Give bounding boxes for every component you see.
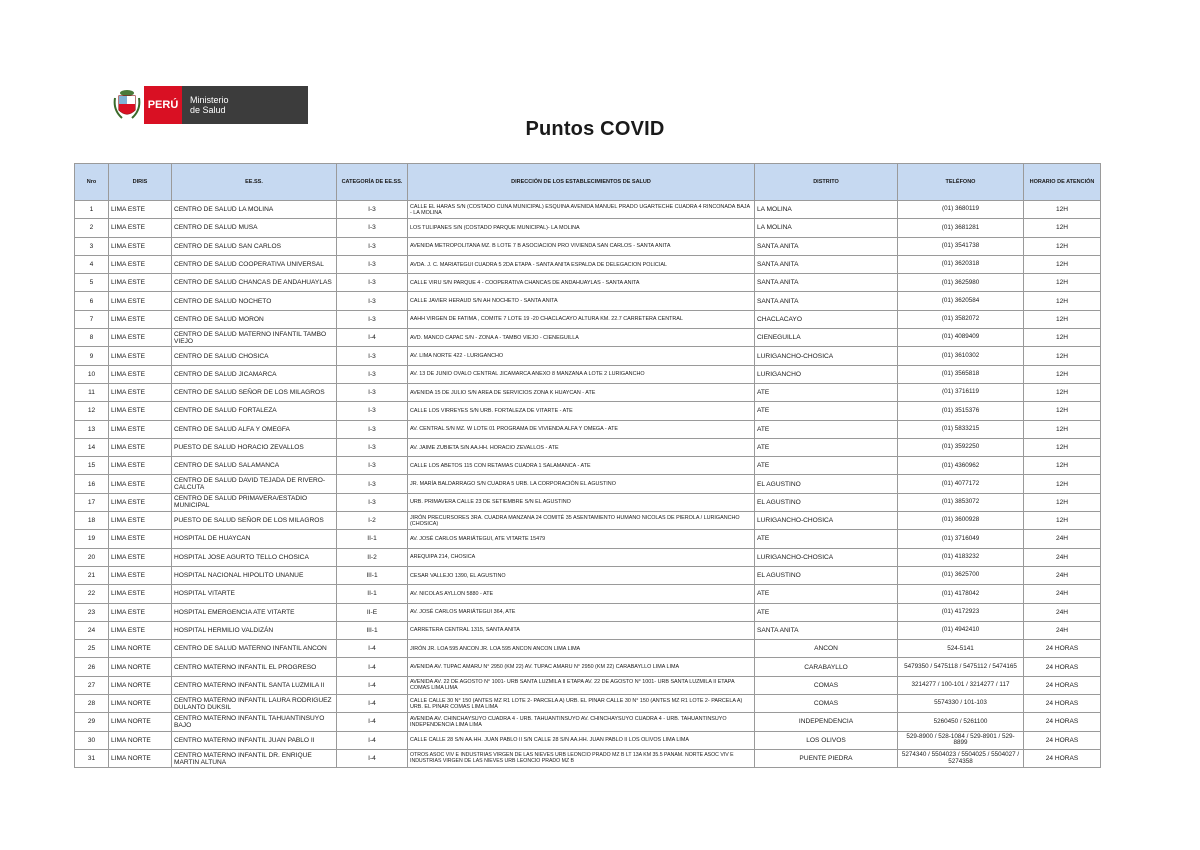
cell-horario: 24H xyxy=(1024,566,1101,584)
cell-eess: CENTRO DE SALUD COOPERATIVA UNIVERSAL xyxy=(172,255,337,273)
cell-distrito: COMAS xyxy=(755,676,898,694)
cell-categoria: II-1 xyxy=(337,530,408,548)
cell-distrito: CARABAYLLO xyxy=(755,658,898,676)
cell-diris: LIMA ESTE xyxy=(109,548,172,566)
cell-telefono: (01) 3680119 xyxy=(898,201,1024,219)
cell-categoria: II-1 xyxy=(337,585,408,603)
cell-distrito: ATE xyxy=(755,383,898,401)
cell-eess: CENTRO MATERNO INFANTIL LAURA RODRIGUEZ DULANTO DUKSIL xyxy=(172,695,337,713)
cell-direccion: JR. MARÍA BALDARRAGO S/N CUADRA 5 URB. LA CORPORACIÓN EL AGUSTINO xyxy=(408,475,755,493)
cell-telefono: 524-5141 xyxy=(898,640,1024,658)
cell-categoria: I-3 xyxy=(337,383,408,401)
cell-distrito: CIENEGUILLA xyxy=(755,329,898,347)
covid-points-table xyxy=(74,163,1101,768)
cell-diris: LIMA ESTE xyxy=(109,274,172,292)
cell-horario: 24H xyxy=(1024,585,1101,603)
cell-telefono: (01) 4178042 xyxy=(898,585,1024,603)
cell-nro: 26 xyxy=(75,658,109,676)
cell-diris: LIMA ESTE xyxy=(109,566,172,584)
table-row xyxy=(75,731,1101,749)
cell-eess: CENTRO DE SALUD FORTALEZA xyxy=(172,402,337,420)
cell-nro: 24 xyxy=(75,621,109,639)
cell-horario: 12H xyxy=(1024,274,1101,292)
cell-diris: LIMA ESTE xyxy=(109,420,172,438)
cell-direccion: AV. JOSÉ CARLOS MARIÁTEGUI, ATE VITARTE 15479 xyxy=(408,530,755,548)
table-header-row xyxy=(75,164,1101,201)
cell-horario: 12H xyxy=(1024,347,1101,365)
cell-direccion: CALLE VIRU S/N PARQUE 4 - COOPERATIVA CHANCAS DE ANDAHUAYLAS - SANTA ANITA xyxy=(408,274,755,292)
cell-eess: CENTRO DE SALUD JICAMARCA xyxy=(172,365,337,383)
cell-telefono: 3214277 / 100-101 / 3214277 / 117 xyxy=(898,676,1024,694)
cell-horario: 12H xyxy=(1024,219,1101,237)
cell-eess: CENTRO DE SALUD SALAMANCA xyxy=(172,457,337,475)
cell-diris: LIMA ESTE xyxy=(109,530,172,548)
cell-categoria: I-4 xyxy=(337,749,408,767)
table-row xyxy=(75,457,1101,475)
cell-horario: 12H xyxy=(1024,292,1101,310)
cell-distrito: ATE xyxy=(755,438,898,456)
cell-diris: LIMA ESTE xyxy=(109,365,172,383)
cell-direccion: AVDA. J. C. MARIATEGUI CUADRA 5 2DA ETAPA - SANTA ANITA ESPALDA DE DELEGACION POLICIAL xyxy=(408,255,755,273)
cell-telefono: (01) 5833215 xyxy=(898,420,1024,438)
table-row xyxy=(75,292,1101,310)
cell-distrito: ANCON xyxy=(755,640,898,658)
cell-distrito: ATE xyxy=(755,585,898,603)
cell-categoria: I-3 xyxy=(337,237,408,255)
cell-categoria: I-3 xyxy=(337,255,408,273)
cell-diris: LIMA ESTE xyxy=(109,475,172,493)
cell-horario: 12H xyxy=(1024,383,1101,401)
table-row xyxy=(75,219,1101,237)
cell-diris: LIMA NORTE xyxy=(109,640,172,658)
table-row xyxy=(75,402,1101,420)
cell-nro: 1 xyxy=(75,201,109,219)
cell-horario: 24 HORAS xyxy=(1024,658,1101,676)
cell-telefono: (01) 4077172 xyxy=(898,475,1024,493)
table-row xyxy=(75,237,1101,255)
cell-nro: 30 xyxy=(75,731,109,749)
cell-categoria: I-3 xyxy=(337,219,408,237)
cell-horario: 24 HORAS xyxy=(1024,713,1101,731)
cell-direccion: OTROS ASOC VIV E INDUSTRIAS VIRGEN DE LAS NIEVES URB LEONCIO PRADO MZ B LT 13A KM 35.5 PANAM. NORTE ASOC VIV E INDUSTRIAS VIRGEN DE LAS NIEVES URB LEONCIO PRADO MZ B xyxy=(408,749,755,767)
cell-diris: LIMA ESTE xyxy=(109,292,172,310)
cell-direccion: CESAR VALLEJO 1390, EL AGUSTINO xyxy=(408,566,755,584)
cell-direccion: JIRÓN JR. LOA 595 ANCON JR. LOA 595 ANCON ANCON LIMA LIMA xyxy=(408,640,755,658)
cell-nro: 8 xyxy=(75,329,109,347)
cell-distrito: ATE xyxy=(755,402,898,420)
cell-direccion: AV. 13 DE JUNIO OVALO CENTRAL JICAMARCA ANEXO 8 MANZANA A LOTE 2 LURIGANCHO xyxy=(408,365,755,383)
cell-telefono: (01) 4183232 xyxy=(898,548,1024,566)
cell-categoria: I-3 xyxy=(337,493,408,511)
cell-telefono: (01) 3541738 xyxy=(898,237,1024,255)
cell-telefono: (01) 3625700 xyxy=(898,566,1024,584)
cell-categoria: I-3 xyxy=(337,365,408,383)
cell-categoria: I-3 xyxy=(337,201,408,219)
cell-categoria: I-4 xyxy=(337,695,408,713)
cell-horario: 12H xyxy=(1024,402,1101,420)
table-row xyxy=(75,566,1101,584)
cell-distrito: ATE xyxy=(755,420,898,438)
header-direccion: DIRECCIÓN DE LOS ESTABLECIMIENTOS DE SALUD xyxy=(408,164,755,201)
cell-categoria: I-4 xyxy=(337,676,408,694)
cell-nro: 3 xyxy=(75,237,109,255)
cell-telefono: (01) 3600928 xyxy=(898,512,1024,530)
cell-horario: 24H xyxy=(1024,548,1101,566)
table-row xyxy=(75,548,1101,566)
cell-categoria: I-3 xyxy=(337,292,408,310)
header-horario: HORARIO DE ATENCIÓN xyxy=(1024,164,1101,201)
cell-nro: 7 xyxy=(75,310,109,328)
cell-direccion: CALLE LOS ABETOS 115 CON RETAMAS CUADRA 1 SALAMANCA - ATE xyxy=(408,457,755,475)
cell-nro: 31 xyxy=(75,749,109,767)
cell-horario: 12H xyxy=(1024,438,1101,456)
cell-horario: 12H xyxy=(1024,475,1101,493)
cell-eess: CENTRO MATERNO INFANTIL SANTA LUZMILA II xyxy=(172,676,337,694)
cell-distrito: ATE xyxy=(755,530,898,548)
table-row xyxy=(75,475,1101,493)
cell-eess: CENTRO DE SALUD MATERNO INFANTIL ANCON xyxy=(172,640,337,658)
table-body xyxy=(75,201,1101,768)
cell-distrito: COMAS xyxy=(755,695,898,713)
cell-eess: CENTRO DE SALUD LA MOLINA xyxy=(172,201,337,219)
cell-eess: CENTRO DE SALUD SEÑOR DE LOS MILAGROS xyxy=(172,383,337,401)
cell-nro: 9 xyxy=(75,347,109,365)
cell-telefono: (01) 4089409 xyxy=(898,329,1024,347)
cell-diris: LIMA NORTE xyxy=(109,731,172,749)
cell-horario: 12H xyxy=(1024,237,1101,255)
cell-eess: CENTRO DE SALUD MUSA xyxy=(172,219,337,237)
table-row xyxy=(75,585,1101,603)
cell-horario: 24H xyxy=(1024,621,1101,639)
cell-eess: HOSPITAL JOSE AGURTO TELLO CHOSICA xyxy=(172,548,337,566)
cell-direccion: AVD. MANCO CAPAC S/N - ZONA A - TAMBO VIEJO - CIENEGUILLA xyxy=(408,329,755,347)
cell-nro: 5 xyxy=(75,274,109,292)
cell-telefono: (01) 3515376 xyxy=(898,402,1024,420)
cell-direccion: AVENIDA AV. TUPAC AMARU N° 2950 (KM 22) AV. TUPAC AMARU N° 2950 (KM 22) CARABAYLLO LIMA LIMA xyxy=(408,658,755,676)
cell-direccion: CALLE CALLE 28 S/N AA.HH. JUAN PABLO II S/N CALLE 28 S/N AA.HH. JUAN PABLO II LOS OLIVOS LIMA LIMA xyxy=(408,731,755,749)
cell-horario: 24 HORAS xyxy=(1024,676,1101,694)
cell-distrito: SANTA ANITA xyxy=(755,292,898,310)
cell-nro: 14 xyxy=(75,438,109,456)
cell-telefono: (01) 3853072 xyxy=(898,493,1024,511)
cell-eess: CENTRO DE SALUD CHANCAS DE ANDAHUAYLAS xyxy=(172,274,337,292)
cell-direccion: CARRETERA CENTRAL 1315, SANTA ANITA xyxy=(408,621,755,639)
cell-eess: CENTRO MATERNO INFANTIL TAHUANTINSUYO BAJO xyxy=(172,713,337,731)
cell-distrito: SANTA ANITA xyxy=(755,621,898,639)
cell-diris: LIMA NORTE xyxy=(109,676,172,694)
cell-telefono: (01) 3625980 xyxy=(898,274,1024,292)
cell-direccion: CALLE LOS VIRREYES S/N URB. FORTALEZA DE VITARTE - ATE xyxy=(408,402,755,420)
cell-diris: LIMA ESTE xyxy=(109,512,172,530)
cell-distrito: LURIGANCHO-CHOSICA xyxy=(755,512,898,530)
cell-nro: 15 xyxy=(75,457,109,475)
cell-direccion: AAHH VIRGEN DE FATIMA , COMITE 7 LOTE 19 -20 CHACLACAYO ALTURA KM. 22.7 CARRETERA CENTRAL xyxy=(408,310,755,328)
cell-horario: 24 HORAS xyxy=(1024,640,1101,658)
cell-diris: LIMA NORTE xyxy=(109,695,172,713)
page-title: Puntos COVID xyxy=(525,118,665,140)
cell-distrito: EL AGUSTINO xyxy=(755,493,898,511)
cell-eess: CENTRO DE SALUD PRIMAVERA/ESTADIO MUNICIPAL xyxy=(172,493,337,511)
cell-diris: LIMA NORTE xyxy=(109,658,172,676)
cell-eess: CENTRO DE SALUD MATERNO INFANTIL TAMBO VIEJO xyxy=(172,329,337,347)
cell-eess: HOSPITAL DE HUAYCAN xyxy=(172,530,337,548)
cell-horario: 12H xyxy=(1024,329,1101,347)
cell-direccion: CALLE JAVIER HERAUD S/N AH NOCHETO - SANTA ANITA xyxy=(408,292,755,310)
cell-nro: 25 xyxy=(75,640,109,658)
cell-diris: LIMA ESTE xyxy=(109,219,172,237)
cell-categoria: I-4 xyxy=(337,329,408,347)
cell-eess: CENTRO DE SALUD MORON xyxy=(172,310,337,328)
table-row xyxy=(75,329,1101,347)
cell-eess: CENTRO DE SALUD SAN CARLOS xyxy=(172,237,337,255)
cell-horario: 24 HORAS xyxy=(1024,749,1101,767)
cell-telefono: (01) 4360962 xyxy=(898,457,1024,475)
cell-horario: 24 HORAS xyxy=(1024,731,1101,749)
cell-distrito: SANTA ANITA xyxy=(755,255,898,273)
cell-eess: CENTRO MATERNO INFANTIL DR. ENRIQUE MARTIN ALTUNA xyxy=(172,749,337,767)
cell-eess: PUESTO DE SALUD SEÑOR DE LOS MILAGROS xyxy=(172,512,337,530)
cell-diris: LIMA ESTE xyxy=(109,402,172,420)
cell-diris: LIMA ESTE xyxy=(109,310,172,328)
cell-distrito: INDEPENDENCIA xyxy=(755,713,898,731)
cell-categoria: I-4 xyxy=(337,658,408,676)
cell-nro: 4 xyxy=(75,255,109,273)
cell-eess: HOSPITAL VITARTE xyxy=(172,585,337,603)
table-row xyxy=(75,274,1101,292)
cell-telefono: 5260450 / 5261100 xyxy=(898,713,1024,731)
cell-nro: 22 xyxy=(75,585,109,603)
cell-distrito: CHACLACAYO xyxy=(755,310,898,328)
header-nro: Nro xyxy=(75,164,109,201)
cell-categoria: I-3 xyxy=(337,274,408,292)
cell-nro: 11 xyxy=(75,383,109,401)
table-row xyxy=(75,512,1101,530)
cell-direccion: AV. NICOLAS AYLLON 5880 - ATE xyxy=(408,585,755,603)
cell-categoria: II-2 xyxy=(337,548,408,566)
cell-nro: 16 xyxy=(75,475,109,493)
cell-direccion: JIRÓN PRECURSORES 3RA. CUADRA MANZANA 24 COMITÉ 35 ASENTAMIENTO HUMANO NICOLAS DE PIEROLA / LURIGANCHO (CHOSICA) xyxy=(408,512,755,530)
cell-distrito: PUENTE PIEDRA xyxy=(755,749,898,767)
cell-distrito: ATE xyxy=(755,603,898,621)
cell-horario: 12H xyxy=(1024,365,1101,383)
cell-direccion: AREQUIPA 214, CHOSICA xyxy=(408,548,755,566)
table-row xyxy=(75,383,1101,401)
cell-diris: LIMA ESTE xyxy=(109,603,172,621)
cell-nro: 20 xyxy=(75,548,109,566)
cell-categoria: I-3 xyxy=(337,438,408,456)
cell-distrito: LURIGANCHO xyxy=(755,365,898,383)
cell-nro: 19 xyxy=(75,530,109,548)
cell-eess: HOSPITAL EMERGENCIA ATE VITARTE xyxy=(172,603,337,621)
cell-diris: LIMA ESTE xyxy=(109,237,172,255)
cell-telefono: 5479350 / 5475118 / 5475112 / 5474165 xyxy=(898,658,1024,676)
cell-diris: LIMA ESTE xyxy=(109,329,172,347)
cell-eess: CENTRO DE SALUD DAVID TEJADA DE RIVERO- CALCUTA xyxy=(172,475,337,493)
cell-diris: LIMA ESTE xyxy=(109,493,172,511)
cell-horario: 12H xyxy=(1024,201,1101,219)
cell-direccion: AV. JOSÉ CARLOS MARIÁTEGUI 364, ATE xyxy=(408,603,755,621)
cell-telefono: 5574330 / 101-103 xyxy=(898,695,1024,713)
cell-nro: 6 xyxy=(75,292,109,310)
cell-diris: LIMA ESTE xyxy=(109,438,172,456)
table-row xyxy=(75,201,1101,219)
table-row xyxy=(75,621,1101,639)
cell-nro: 18 xyxy=(75,512,109,530)
cell-horario: 24 HORAS xyxy=(1024,695,1101,713)
cell-distrito: ATE xyxy=(755,457,898,475)
table-row xyxy=(75,493,1101,511)
cell-eess: HOSPITAL HERMILIO VALDIZÁN xyxy=(172,621,337,639)
cell-diris: LIMA ESTE xyxy=(109,201,172,219)
header-telefono: TELÉFONO xyxy=(898,164,1024,201)
cell-eess: CENTRO MATERNO INFANTIL EL PROGRESO xyxy=(172,658,337,676)
cell-distrito: LA MOLINA xyxy=(755,219,898,237)
cell-telefono: (01) 3620318 xyxy=(898,255,1024,273)
cell-categoria: I-2 xyxy=(337,512,408,530)
table-row xyxy=(75,640,1101,658)
cell-distrito: EL AGUSTINO xyxy=(755,475,898,493)
cell-telefono: (01) 3592250 xyxy=(898,438,1024,456)
cell-diris: LIMA NORTE xyxy=(109,713,172,731)
table-row xyxy=(75,420,1101,438)
cell-horario: 24H xyxy=(1024,530,1101,548)
logo-country: PERÚ xyxy=(144,86,182,124)
table-row xyxy=(75,530,1101,548)
cell-nro: 23 xyxy=(75,603,109,621)
cell-distrito: LOS OLIVOS xyxy=(755,731,898,749)
cell-categoria: II-E xyxy=(337,603,408,621)
cell-direccion: AV. LIMA NORTE 422 - LURIGANCHO xyxy=(408,347,755,365)
table-row xyxy=(75,658,1101,676)
table-row xyxy=(75,713,1101,731)
cell-diris: LIMA ESTE xyxy=(109,621,172,639)
cell-distrito: SANTA ANITA xyxy=(755,274,898,292)
cell-telefono: 5274340 / 5504023 / 5504025 / 5504027 / 5274358 xyxy=(898,749,1024,767)
cell-nro: 21 xyxy=(75,566,109,584)
cell-categoria: III-1 xyxy=(337,566,408,584)
cell-telefono: (01) 3582072 xyxy=(898,310,1024,328)
cell-telefono: (01) 3610302 xyxy=(898,347,1024,365)
cell-horario: 12H xyxy=(1024,310,1101,328)
cell-nro: 29 xyxy=(75,713,109,731)
table-row xyxy=(75,438,1101,456)
cell-telefono: (01) 4942410 xyxy=(898,621,1024,639)
cell-categoria: III-1 xyxy=(337,621,408,639)
table-row xyxy=(75,347,1101,365)
cell-distrito: SANTA ANITA xyxy=(755,237,898,255)
cell-distrito: EL AGUSTINO xyxy=(755,566,898,584)
cell-categoria: I-3 xyxy=(337,420,408,438)
cell-horario: 12H xyxy=(1024,493,1101,511)
cell-nro: 2 xyxy=(75,219,109,237)
header-eess: EE.SS. xyxy=(172,164,337,201)
cell-diris: LIMA ESTE xyxy=(109,585,172,603)
table-row xyxy=(75,695,1101,713)
cell-nro: 13 xyxy=(75,420,109,438)
cell-eess: HOSPITAL NACIONAL HIPOLITO UNANUE xyxy=(172,566,337,584)
cell-direccion: AVENIDA AV. CHINCHAYSUYO CUADRA 4 - URB. TAHUANTINSUYO AV. CHINCHAYSUYO CUADRA 4 - URB. TAHUANTINSUYO INDEPENDENCIA LIMA LIMA xyxy=(408,713,755,731)
cell-categoria: I-3 xyxy=(337,402,408,420)
table-row xyxy=(75,676,1101,694)
cell-nro: 27 xyxy=(75,676,109,694)
cell-direccion: LOS TULIPANES S/N (COSTADO PARQUE MUNICIPAL)- LA MOLINA xyxy=(408,219,755,237)
cell-diris: LIMA ESTE xyxy=(109,255,172,273)
table-row xyxy=(75,749,1101,767)
cell-diris: LIMA NORTE xyxy=(109,749,172,767)
cell-direccion: CALLE CALLE 30 N° 150 (ANTES MZ R1 LOTE 2- PARCELA A) URB. EL PINAR CALLE 30 N° 150 (ANTES MZ R1 LOTE 2- PARCELA A) URB. EL PINAR COMAS LIMA LIMA xyxy=(408,695,755,713)
header-distrito: DISTRITO xyxy=(755,164,898,201)
cell-direccion: CALLE EL HARAS S/N (COSTADO CUNA MUNICIPAL) ESQUINA AVENIDA MANUEL PRADO UGARTECHE CUADRA 4 RINCONADA BAJA - LA MOLINA xyxy=(408,201,755,219)
cell-telefono: (01) 3681281 xyxy=(898,219,1024,237)
cell-categoria: I-3 xyxy=(337,310,408,328)
cell-horario: 24H xyxy=(1024,603,1101,621)
cell-eess: CENTRO MATERNO INFANTIL JUAN PABLO II xyxy=(172,731,337,749)
cell-diris: LIMA ESTE xyxy=(109,383,172,401)
cell-distrito: LURIGANCHO-CHOSICA xyxy=(755,347,898,365)
cell-nro: 17 xyxy=(75,493,109,511)
cell-eess: PUESTO DE SALUD HORACIO ZEVALLOS xyxy=(172,438,337,456)
cell-telefono: (01) 3716119 xyxy=(898,383,1024,401)
cell-nro: 12 xyxy=(75,402,109,420)
cell-distrito: LURIGANCHO-CHOSICA xyxy=(755,548,898,566)
table-row xyxy=(75,365,1101,383)
cell-eess: CENTRO DE SALUD ALFA Y OMEGFA xyxy=(172,420,337,438)
cell-telefono: (01) 4172923 xyxy=(898,603,1024,621)
cell-telefono: (01) 3620584 xyxy=(898,292,1024,310)
cell-direccion: AVENIDA AV. 22 DE AGOSTO N° 1001- URB SANTA LUZMILA II ETAPA AV. 22 DE AGOSTO N° 1001- URB SANTA LUZMILA II ETAPA COMAS LIMA LIMA xyxy=(408,676,755,694)
logo-ministry-line1: Ministerio xyxy=(190,95,229,105)
cell-telefono: 529-8900 / 528-1084 / 529-8901 / 529-8899 xyxy=(898,731,1024,749)
cell-direccion: AV. CENTRAL S/N MZ. W LOTE 01 PROGRAMA DE VIVIENDA ALFA Y OMEGA - ATE xyxy=(408,420,755,438)
cell-categoria: I-4 xyxy=(337,713,408,731)
cell-categoria: I-4 xyxy=(337,731,408,749)
cell-direccion: URB. PRIMAVERA CALLE 23 DE SETIEMBRE S/N EL AGUSTINO xyxy=(408,493,755,511)
logo-ministry-line2: de Salud xyxy=(190,105,226,115)
cell-categoria: I-3 xyxy=(337,457,408,475)
cell-eess: CENTRO DE SALUD NOCHETO xyxy=(172,292,337,310)
cell-distrito: LA MOLINA xyxy=(755,201,898,219)
table-row xyxy=(75,255,1101,273)
cell-diris: LIMA ESTE xyxy=(109,457,172,475)
cell-nro: 10 xyxy=(75,365,109,383)
cell-horario: 12H xyxy=(1024,420,1101,438)
cell-direccion: AV. JAIME ZUBIETA S/N AA.HH. HORACIO ZEVALLOS - ATE xyxy=(408,438,755,456)
header-categoria: CATEGORÍA DE EE.SS. xyxy=(337,164,408,201)
cell-categoria: I-3 xyxy=(337,475,408,493)
cell-telefono: (01) 3716049 xyxy=(898,530,1024,548)
header-diris: DIRIS xyxy=(109,164,172,201)
cell-direccion: AVENIDA METROPOLITANA MZ. B LOTE 7 B ASOCIACION PRO VIVIENDA SAN CARLOS - SANTA ANITA xyxy=(408,237,755,255)
table-row xyxy=(75,603,1101,621)
cell-nro: 28 xyxy=(75,695,109,713)
cell-eess: CENTRO DE SALUD CHOSICA xyxy=(172,347,337,365)
table-row xyxy=(75,310,1101,328)
cell-categoria: I-4 xyxy=(337,640,408,658)
cell-diris: LIMA ESTE xyxy=(109,347,172,365)
cell-direccion: AVENIDA 15 DE JULIO S/N AREA DE SERVICIOS ZONA K HUAYCAN - ATE xyxy=(408,383,755,401)
cell-horario: 12H xyxy=(1024,255,1101,273)
cell-telefono: (01) 3565818 xyxy=(898,365,1024,383)
cell-horario: 12H xyxy=(1024,512,1101,530)
cell-categoria: I-3 xyxy=(337,347,408,365)
cell-horario: 12H xyxy=(1024,457,1101,475)
